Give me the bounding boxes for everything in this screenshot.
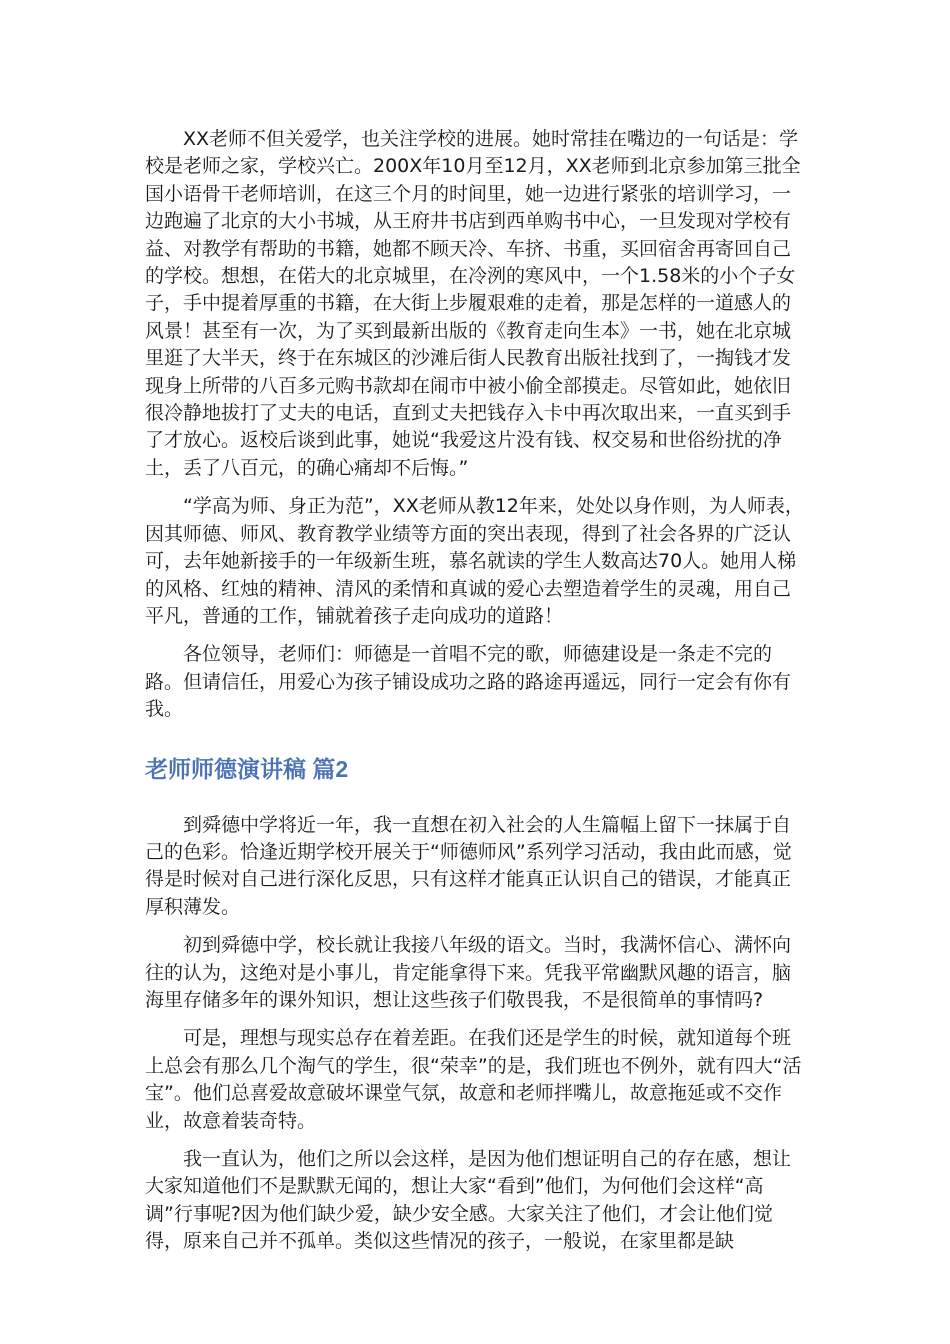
document-page <box>145 126 809 1256</box>
paragraph: 我一直认为，他们之所以会这样，是因为他们想证明自己的存在感，想让大家知道他们不是默默无闻的，想让大家“看到”他们，为何他们会这样“高调”行事呢?因为他们缺少爱，缺少安全感。大家关注了他们，才会让他们觉得，原来自己并不孤单。类似这些情况的孩子，一般说，在家里都是缺 <box>145 1148 792 1253</box>
paragraph: 初到舜德中学，校长就让我接八年级的语文。当时，我满怀信心、满怀向往的认为，这绝对是小事儿，肯定能拿得下来。凭我平常幽默风趣的语言，脑海里存储多年的课外知识，想让这些孩子们敬畏我，不是很简单的事情吗? <box>145 934 792 1011</box>
paragraph: “学高为师、身正为范”，XX老师从教12年来，处处以身作则，为人师表，因其师德、师风、教育教学业绩等方面的突出表现，得到了社会各界的广泛认可，去年她新接手的一年级新生班，慕名就读的学生人数高达70人。她用人梯的风格、红烛的精神、清风的柔情和真诚的爱心去塑造着学生的灵魂，用自己平凡，普通的工作，铺就着孩子走向成功的道路！ <box>145 495 804 627</box>
section-1 <box>145 126 809 724</box>
paragraph: 到舜德中学将近一年，我一直想在初入社会的人生篇幅上留下一抹属于自己的色彩。恰逢近期学校开展关于“师德师风”系列学习活动，我由此而感，觉得是时候对自己进行深化反思，只有这样才能真正认识自己的错误，才能真正厚积薄发。 <box>145 813 792 918</box>
section-2 <box>145 812 809 1256</box>
paragraph: XX老师不但关爱学，也关注学校的进展。她时常挂在嘴边的一句话是：学校是老师之家，学校兴亡。200X年10月至12月，XX老师到北京参加第三批全国小语骨干老师培训，在这三个月的时间里，她一边进行紧张的培训学习，一边跑遍了北京的大小书城，从王府井书店到西单购书中心，一旦发现对学校有益、对教学有帮助的书籍，她都不顾天冷、车挤、书重，买回宿舍再寄回自己的学校。想想，在偌大的北京城里，在冷洌的寒风中，一个1.58米的小个子女子，手中提着厚重的书籍，在大街上步履艰难的走着，那是怎样的一道感人的风景！甚至有一次，为了买到最新出版的《教育走向生本》一书，她在北京城里逛了大半天，终于在东城区的沙滩后街人民教育出版社找到了，一掏钱才发现身上所带的八百多元购书款却在闹市中被小偷全部摸走。尽管如此，她依旧很冷静地拔打了丈夫的电话，直到丈夫把钱存入卡中再次取出来，一直买到手了才放心。返校后谈到此事，她说“我爱这片没有钱、权交易和世俗纷扰的净土，丢了八百元，的确心痛却不后悔。” <box>145 128 801 479</box>
paragraph: 各位领导，老师们：师德是一首唱不完的歌，师德建设是一条走不完的路。但请信任，用爱心为孩子铺设成功之路的路途再遥远，同行一定会有你有我。 <box>145 643 792 721</box>
paragraph: 可是，理想与现实总存在着差距。在我们还是学生的时候，就知道每个班上总会有那么几个淘气的学生，很“荣幸”的是，我们班也不例外，就有四大“活宝”。他们总喜爱故意破坏课堂气氛，故意和老师拌嘴儿，故意拖延或不交作业，故意着装奇特。 <box>145 1027 802 1132</box>
section-heading: 老师师德演讲稿 篇2 <box>145 755 349 782</box>
